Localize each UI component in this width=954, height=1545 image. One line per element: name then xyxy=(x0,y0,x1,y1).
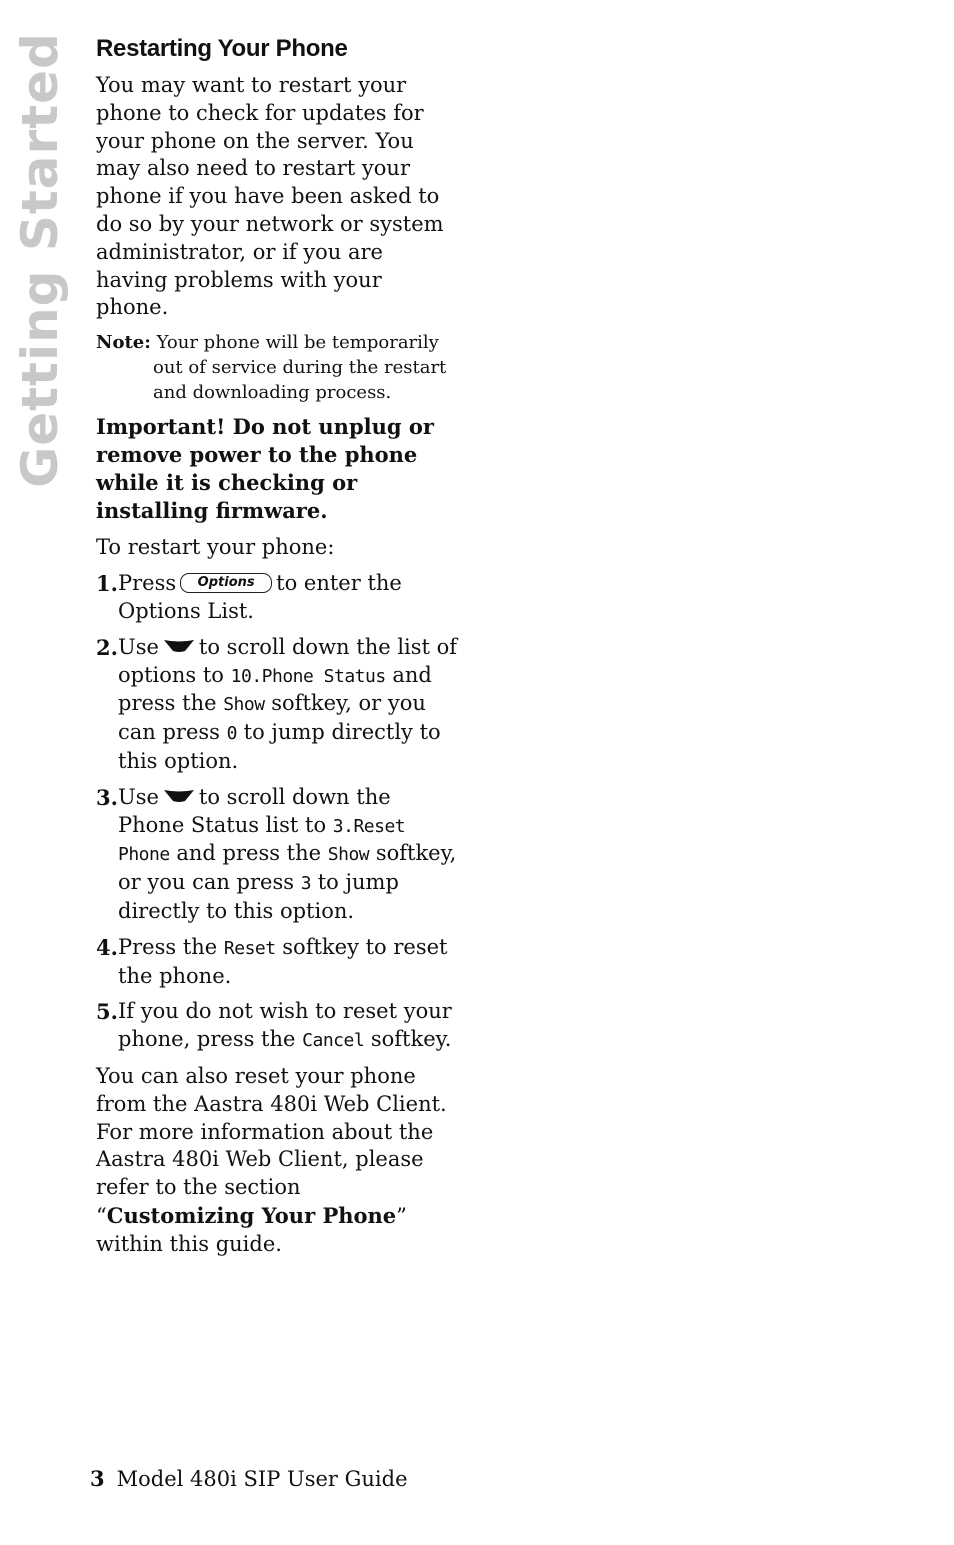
step-text: softkey. xyxy=(370,1027,452,1052)
section-side-tab xyxy=(11,32,69,488)
closing-text: ” within this guide. xyxy=(96,1203,407,1256)
step-text: Press the xyxy=(118,934,218,959)
step-text: Use xyxy=(118,784,159,809)
page-content xyxy=(96,34,458,1258)
step-5 xyxy=(96,998,458,1055)
step-text: to jump directly to this option. xyxy=(118,720,441,773)
step-text: to enter the Options List. xyxy=(118,571,402,623)
softkey-cancel: Cancel xyxy=(302,1030,365,1052)
step-2 xyxy=(96,634,458,776)
step-text: Use xyxy=(118,634,159,659)
step-text: softkey, or you can press xyxy=(118,841,457,895)
down-arrow-key-icon xyxy=(163,789,195,803)
page-footer xyxy=(90,1466,408,1491)
steps-lead: To restart your phone: xyxy=(96,535,335,560)
step-number: 3. xyxy=(96,784,118,810)
intro-paragraph: You may want to restart your phone to check for updates for your phone on the server. You may also need to restart your phone if you have been asked to do so by your network or system administrator, or if you are having problems with your phone. xyxy=(96,73,444,320)
step-4 xyxy=(96,934,458,991)
softkey-show: Show xyxy=(223,694,265,716)
note-text: Your phone will be temporarily out of service during the restart and downloading process. xyxy=(153,332,447,404)
down-arrow-key-icon xyxy=(163,639,195,653)
softkey-show: Show xyxy=(327,844,370,866)
step-text: softkey to reset the phone. xyxy=(118,934,448,988)
step-text: softkey, or you can press xyxy=(118,691,426,745)
closing-text: You can also reset your phone from the Aastra 480i Web Client. For more information about the Aastra 480i Web Client, please refer to the section “ xyxy=(96,1063,447,1228)
step-1 xyxy=(96,570,458,626)
step-text: to scroll down the list of options to xyxy=(118,634,458,687)
step-text: and press the xyxy=(118,662,432,716)
step-text: to jump directly to this option. xyxy=(118,870,399,923)
section-reference: Customizing Your Phone xyxy=(106,1202,397,1228)
digit-key: 0 xyxy=(226,723,237,745)
step-number: 2. xyxy=(96,634,118,660)
step-text: If you do not wish to reset your phone, press the xyxy=(118,999,452,1052)
step-number: 4. xyxy=(96,934,118,960)
restart-steps xyxy=(96,570,458,1055)
page-number: 3 xyxy=(90,1466,105,1491)
closing-paragraph xyxy=(96,1063,458,1259)
note-label: Note: xyxy=(96,332,151,354)
section-heading: Restarting Your Phone xyxy=(96,35,348,62)
guide-title: Model 480i SIP User Guide xyxy=(116,1467,408,1491)
step-number: 5. xyxy=(96,999,118,1025)
side-tab-label: Getting Started xyxy=(11,32,69,488)
step-text: Press xyxy=(118,571,177,596)
menu-item-reset-phone: 3.Reset Phone xyxy=(118,815,406,866)
step-3 xyxy=(96,784,458,926)
softkey-reset: Reset xyxy=(223,937,276,959)
options-key-icon: Options xyxy=(180,573,272,593)
step-text: and press the xyxy=(176,841,322,866)
note-paragraph xyxy=(96,330,458,405)
digit-key: 3 xyxy=(300,873,312,895)
important-warning: Important! Do not unplug or remove power to the phone while it is checking or installing firmware. xyxy=(96,414,434,523)
step-text: to scroll down the Phone Status list to xyxy=(118,784,391,837)
step-number: 1. xyxy=(96,571,118,597)
menu-item-phone-status: 10.Phone Status xyxy=(230,665,386,687)
